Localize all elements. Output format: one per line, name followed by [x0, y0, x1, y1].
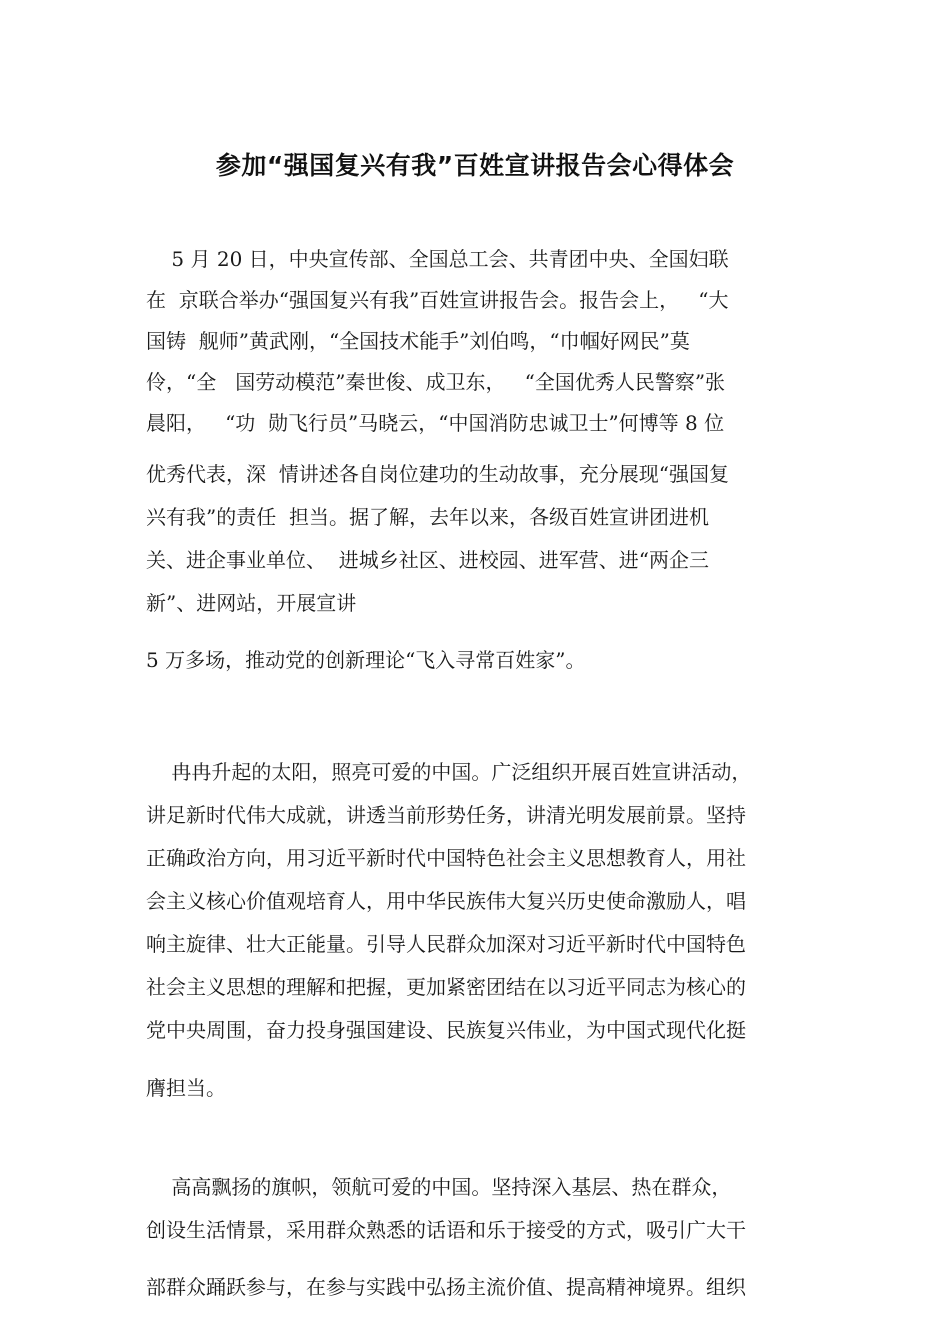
paragraph-2-line-1: 冉冉升起的太阳，照亮可爱的中国。广泛组织开展百姓宣讲活动，: [146, 760, 752, 784]
paragraph-2-line-4: 会主义核心价值观培育人，用中华民族伟大复兴历史使命激励人，唱: [146, 889, 746, 913]
paragraph-2-line-5: 响主旋律、壮大正能量。引导人民群众加深对习近平新时代中国特色: [146, 932, 746, 956]
paragraph-3-line-1: 高高飘扬的旗帜，领航可爱的中国。坚持深入基层、热在群众，: [146, 1175, 732, 1199]
paragraph-1-line-2: 在 京联合举办“强国复兴有我”百姓宣讲报告会。报告会上， “大: [146, 288, 729, 312]
paragraph-1-line-10: 5 万多场，推动党的创新理论“飞入寻常百姓家”。: [146, 648, 586, 672]
paragraph-2-line-2: 讲足新时代伟大成就，讲透当前形势任务，讲清光明发展前景。坚持: [146, 803, 746, 827]
paragraph-1-line-7: 兴有我”的责任 担当。据了解，去年以来，各级百姓宣讲团进机: [146, 505, 709, 529]
paragraph-2-line-8: 膺担当。: [146, 1076, 226, 1100]
paragraph-1-line-9: 新”、进网站，开展宣讲: [146, 591, 357, 615]
document-title: 参加“强国复兴有我”百姓宣讲报告会心得体会: [215, 151, 735, 180]
paragraph-1-line-8: 关、进企事业单位、 进城乡社区、进校园、进军营、进“两企三: [146, 548, 709, 572]
paragraph-1-line-6: 优秀代表，深 情讲述各自岗位建功的生动故事，充分展现“强国复: [146, 462, 729, 486]
paragraph-2-line-6: 社会主义思想的理解和把握，更加紧密团结在以习近平同志为核心的: [146, 975, 746, 999]
paragraph-1-line-3: 国铸 舰师”黄武刚，“全国技术能手”刘伯鸣，“巾帼好网民”莫: [146, 329, 690, 353]
paragraph-3-line-3: 部群众踊跃参与，在参与实践中弘扬主流价值、提高精神境界。组织: [146, 1275, 746, 1299]
paragraph-1-line-1: 5 月 20 日，中央宣传部、全国总工会、共青团中央、全国妇联: [146, 247, 729, 271]
paragraph-3-line-2: 创设生活情景，采用群众熟悉的话语和乐于接受的方式，吸引广大干: [146, 1218, 746, 1242]
paragraph-2-line-7: 党中央周围，奋力投身强国建设、民族复兴伟业，为中国式现代化挺: [146, 1018, 746, 1042]
paragraph-1-line-5: 晨阳， “功 勋飞行员”马晓云，“中国消防忠诚卫士”何博等 8 位: [146, 411, 725, 435]
paragraph-2-line-3: 正确政治方向，用习近平新时代中国特色社会主义思想教育人，用社: [146, 846, 746, 870]
paragraph-1-line-4: 伶，“全 国劳动模范”秦世俊、成卫东， “全国优秀人民警察”张: [146, 370, 726, 394]
